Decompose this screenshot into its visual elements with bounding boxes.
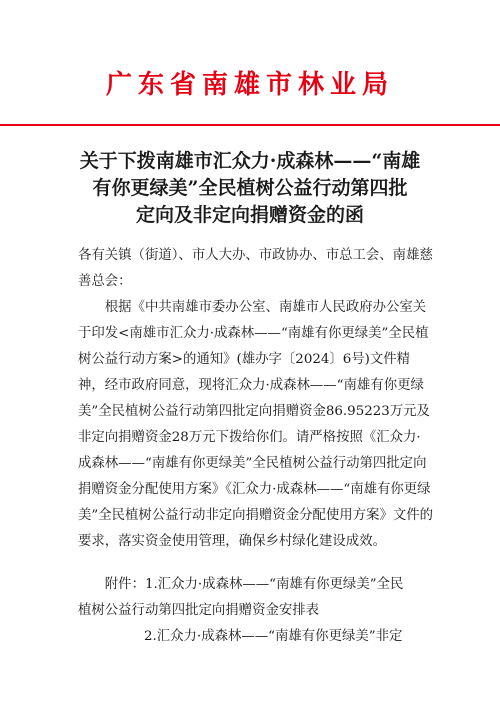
title-line-2: 有你更绿美”全民植树公益行动第四批 bbox=[92, 177, 408, 199]
letterhead-red-rule bbox=[0, 124, 500, 126]
attachment-line-1: 附件：1.汇众力·成森林——“南雄有你更绿美”全民 bbox=[104, 577, 404, 592]
body-paragraph: 根据《中共南雄市委办公室、南雄市人民政府办公室关于印发<南雄市汇众力·成森林——“南雄有你更绿美”全民植树公益行动方案>的通知》(雄办字〔2024〕6号)文件精神，经市政府同意，现将汇众力·成森林——“南雄有你更绿美”全民植树公益行动第四批定向捐赠资金86.95223万元及非定向捐赠资金28万元下拨给你们。请严格按照《汇众力·成森林——“南雄有你更绿美”全民植树公益行动第四批定向捐赠资金分配使用方案》《汇众力·成森林——“南雄有你更绿美”全民植树公益行动非定向捐赠资金分配使用方案》文件的要求，落实资金使用管理，确保乡村绿化建设成效。 bbox=[78, 300, 433, 549]
title-line-3: 定向及非定向捐赠资金的函 bbox=[135, 204, 364, 226]
letterhead-org-name: 广东省南雄市林业局 bbox=[105, 70, 394, 100]
title-line-1: 关于下拨南雄市汇众力·成森林——“南雄 bbox=[79, 150, 421, 172]
attachment-line-3: 2.汇众力·成森林——“南雄有你更绿美”非定 bbox=[144, 629, 403, 644]
attachment-line-2: 植树公益行动第四批定向捐赠资金安排表 bbox=[78, 603, 320, 618]
document-title bbox=[40, 148, 460, 229]
attachments bbox=[78, 572, 434, 650]
greeting: 各有关镇（街道）、市人大办、市政协办、市总工会、南雄慈善总会： bbox=[78, 248, 433, 289]
